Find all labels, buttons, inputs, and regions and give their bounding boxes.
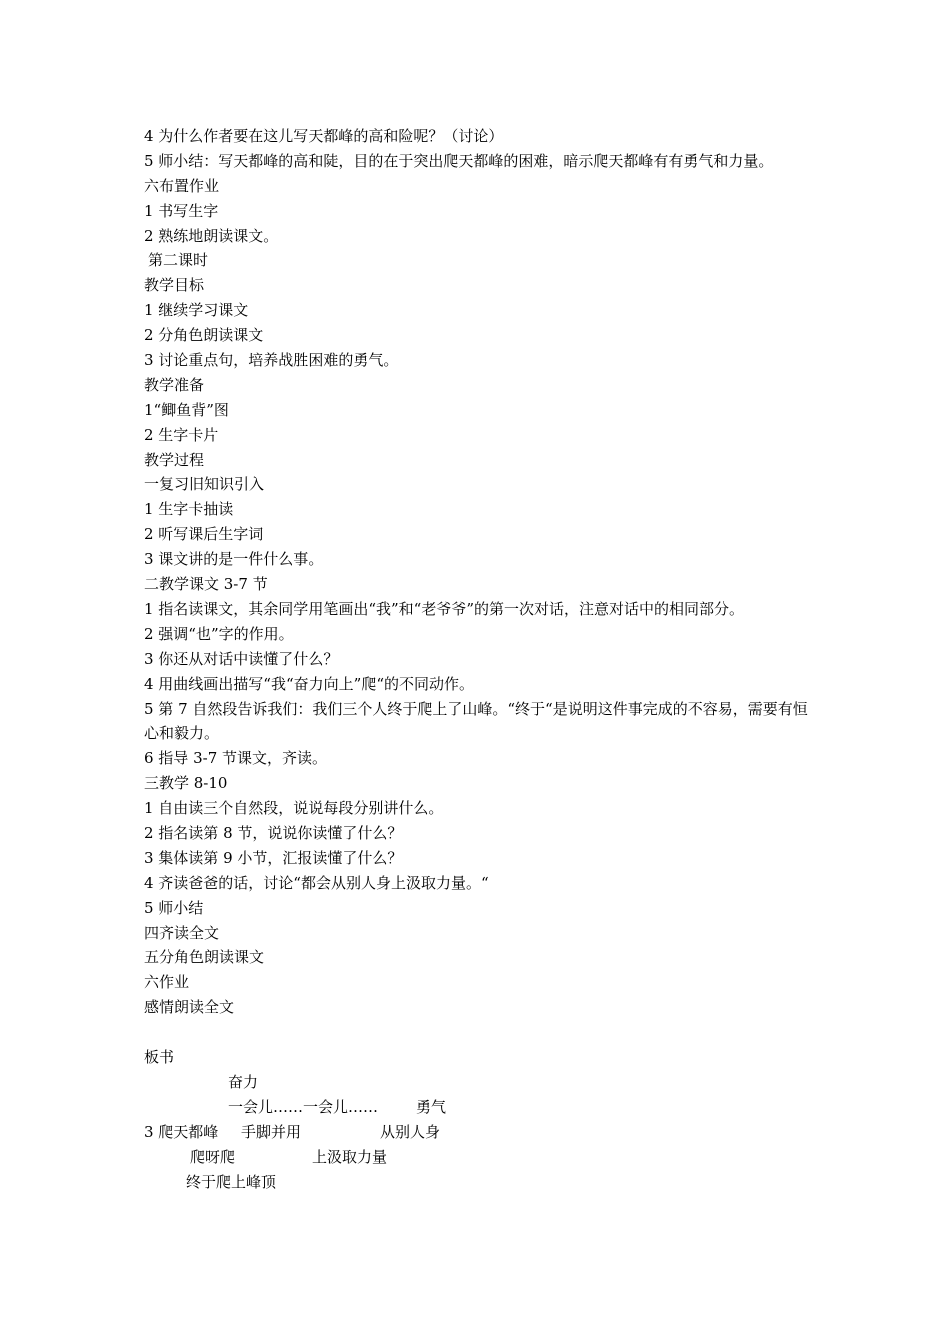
text-line: 4 用曲线画出描写“我“奋力向上”爬“的不同动作。 [144,674,474,693]
text-line: 2 生字卡片 [144,425,219,444]
section-heading: 六布置作业 [144,176,220,195]
section-heading: 教学目标 [144,276,205,295]
board-text: 从别人身 [380,1122,441,1141]
section-heading: 教学准备 [144,375,205,394]
text-line: 5 师小结 [144,898,204,917]
text-line: 1“鲫鱼背”图 [144,400,229,419]
text-line: 5 师小结：写天都峰的高和陡，目的在于突出爬天都峰的困难，暗示爬天都峰有有勇气和力量。 [144,151,774,170]
text-line: 2 指名读第 8 节，说说你读懂了什么？ [144,823,403,842]
text-paragraph: 5 第 7 自然段告诉我们：我们三个人终于爬上了山峰。“终于“是说明这件事完成的不容易，需要有恒心和毅力。 [144,699,808,743]
board-text: 一会儿……一会儿…… [228,1097,379,1116]
text-line: 1 继续学习课文 [144,301,249,320]
text-line: 6 指导 3-7 节课文，齐读。 [144,749,328,768]
text-line: 3 课文讲的是一件什么事。 [144,550,324,569]
blank-line [144,1020,844,1045]
board-text: 终于爬上峰顶 [186,1172,277,1191]
text-line: 2 分角色朗读课文 [144,326,264,345]
text-line: 3 讨论重点句，培养战胜困难的勇气。 [144,351,399,370]
board-text: 手脚并用 [241,1122,302,1141]
text-line: 1 自由读三个自然段，说说每段分别讲什么。 [144,799,444,818]
text-line: 2 听写课后生字词 [144,525,264,544]
section-heading: 三教学 8-10 [144,774,228,793]
board-text: 勇气 [416,1097,447,1116]
text-line: 4 齐读爸爸的话，讨论“都会从别人身上汲取力量。“ [144,873,489,892]
text-line: 3 集体读第 9 小节，汇报读懂了什么？ [144,848,403,867]
board-text: 上汲取力量 [312,1147,388,1166]
text-line: 4 为什么作者要在这儿写天都峰的高和险呢？（讨论） [144,127,504,145]
text-line: 感情朗读全文 [144,998,235,1017]
text-line: 1 生字卡抽读 [144,500,234,519]
section-heading: 一复习旧知识引入 [144,475,265,494]
text-line: 1 书写生字 [144,201,219,220]
document-body [144,124,844,1200]
section-heading: 二教学课文 3-7 节 [144,575,268,594]
section-heading: 四齐读全文 [144,923,220,942]
lesson-heading: 第二课时 [148,251,209,270]
board-title: 板书 [144,1048,175,1066]
section-heading: 五分角色朗读课文 [144,948,265,967]
board-text: 3 爬天都峰 [144,1122,219,1141]
section-heading: 教学过程 [144,450,205,469]
text-paragraph: 1 指名读课文，其余同学用笔画出“我”和“老爷爷”的第一次对话，注意对话中的相同部分。 [144,599,744,618]
text-line: 3 你还从对话中读懂了什么？ [144,649,339,668]
text-line: 2 熟练地朗读课文。 [144,226,279,245]
board-text: 爬呀爬 [190,1147,236,1166]
text-line: 2 强调“也”字的作用。 [144,624,294,643]
board-text: 奋力 [228,1072,259,1091]
section-heading: 六作业 [144,973,190,992]
blackboard-diagram [144,1070,844,1200]
